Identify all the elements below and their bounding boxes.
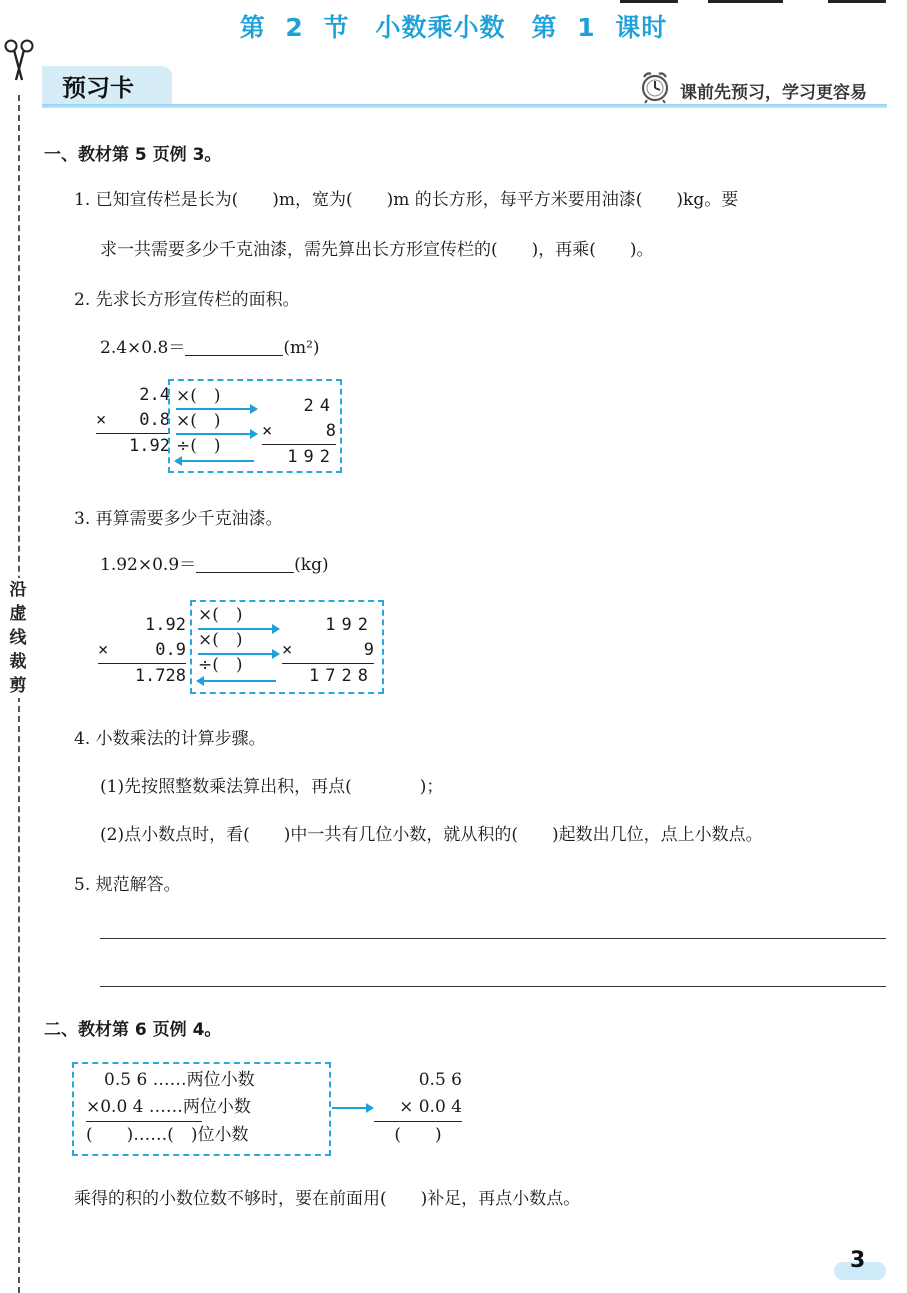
right-calc-b: × 0.0 4 — [374, 1094, 462, 1122]
q2-unit: (m²) — [283, 338, 320, 358]
q2-arrow-right-2 — [176, 429, 258, 439]
section2-right-calc — [374, 1067, 462, 1149]
q3-arrows — [192, 618, 284, 688]
q3-answer-blank[interactable] — [196, 554, 294, 573]
page-title: 第 2 节 小数乘小数 第 1 课时 — [239, 13, 668, 42]
q3-arrow-label-1: ×( ) — [198, 605, 243, 625]
box-row-3: ( )……( )位小数 — [86, 1125, 249, 1145]
q3-right-result: 1728 — [309, 666, 374, 686]
q2-arrow-label-3: ÷( ) — [176, 436, 221, 456]
q3-right-a: 192 — [325, 615, 374, 635]
q4-step1: (1)先按照整数乘法算出积，再点( )； — [100, 777, 444, 797]
header-rule — [42, 104, 887, 108]
q2-vertical-left — [96, 383, 170, 459]
top-bar — [620, 0, 678, 3]
q2-right-op: × — [262, 421, 273, 441]
answer-line-2[interactable] — [100, 986, 886, 987]
q3-vertical-right — [282, 613, 374, 689]
q3-right-b: 9 — [363, 640, 374, 660]
q3-unit: (kg) — [294, 555, 329, 575]
section2-arrow — [330, 1100, 376, 1116]
q4-step2: (2)点小数点时，看( )中一共有几位小数，就从积的( )起数出几位，点上小数点。 — [100, 825, 763, 845]
right-calc-a: 0.5 6 — [418, 1070, 462, 1090]
section2-box-content — [86, 1067, 255, 1149]
q2-arrow-label-2: ×( ) — [176, 411, 221, 431]
box-row-2: ×0.0 4 ……两位小数 — [86, 1094, 202, 1122]
q3-vertical-left — [98, 613, 186, 689]
q3-arrow-label-2: ×( ) — [198, 630, 243, 650]
alarm-clock-icon — [638, 68, 672, 108]
q4-text: 4. 小数乘法的计算步骤。 — [74, 729, 266, 749]
cut-label: 沿虚线裁剪 — [6, 578, 30, 698]
q2-arrow-left — [174, 456, 254, 466]
q3-equation — [100, 550, 329, 575]
q3-right-op: × — [282, 640, 293, 660]
q3-arrow-right-2 — [198, 649, 280, 659]
q3-left-a: 1.92 — [145, 615, 186, 635]
q2-arrows — [170, 398, 262, 468]
q1-line1: 1. 已知宣传栏是长为( )m，宽为( )m 的长方形，每平方米要用油漆( )kg。要 — [74, 190, 739, 210]
q3-left-op: × — [98, 640, 109, 660]
q2-right-result: 192 — [287, 447, 336, 467]
q3-arrow-left — [196, 676, 276, 686]
q3-arrow-label-3: ÷( ) — [198, 655, 243, 675]
q2-left-b: 0.8 — [139, 410, 170, 430]
q2-vertical-right — [262, 394, 336, 470]
page-number: 3 — [850, 1248, 866, 1273]
q2-left-a: 2.4 — [139, 385, 170, 405]
q2-left-result: 1.92 — [129, 436, 170, 456]
q2-arrow-right-1 — [176, 404, 258, 414]
q3-left-b: 0.9 — [155, 640, 186, 660]
right-calc-result: ( ) — [394, 1125, 442, 1145]
q2-text: 2. 先求长方形宣传栏的面积。 — [74, 290, 300, 310]
q2-left-op: × — [96, 410, 107, 430]
q2-answer-blank[interactable] — [185, 337, 283, 356]
q1-line2: 求一共需要多少千克油漆，需先算出长方形宣传栏的( )，再乘( )。 — [100, 240, 654, 260]
section1-heading: 一、教材第 5 页例 3。 — [44, 145, 222, 165]
card-label: 预习卡 — [62, 74, 134, 102]
q2-right-a: 24 — [303, 396, 336, 416]
q3-text: 3. 再算需要多少千克油漆。 — [74, 509, 283, 529]
q5-text: 5. 规范解答。 — [74, 875, 181, 895]
section2-note: 乘得的积的小数位数不够时，要在前面用( )补足，再点小数点。 — [74, 1189, 581, 1209]
section2-heading: 二、教材第 6 页例 4。 — [44, 1020, 222, 1040]
q2-right-b: 8 — [325, 421, 336, 441]
q2-expression: 2.4×0.8＝ — [100, 338, 186, 358]
tagline: 课前先预习，学习更容易 — [680, 83, 867, 103]
top-bar — [708, 0, 783, 3]
q3-arrow-right-1 — [198, 624, 280, 634]
box-row-1: 0.5 6 ……两位小数 — [104, 1070, 255, 1090]
scissors-icon — [2, 38, 36, 86]
q3-expression: 1.92×0.9＝ — [100, 555, 197, 575]
q2-arrow-label-1: ×( ) — [176, 386, 221, 406]
top-bar — [828, 0, 886, 3]
answer-line-1[interactable] — [100, 938, 886, 939]
q2-equation — [100, 333, 320, 358]
q3-left-result: 1.728 — [134, 666, 186, 686]
